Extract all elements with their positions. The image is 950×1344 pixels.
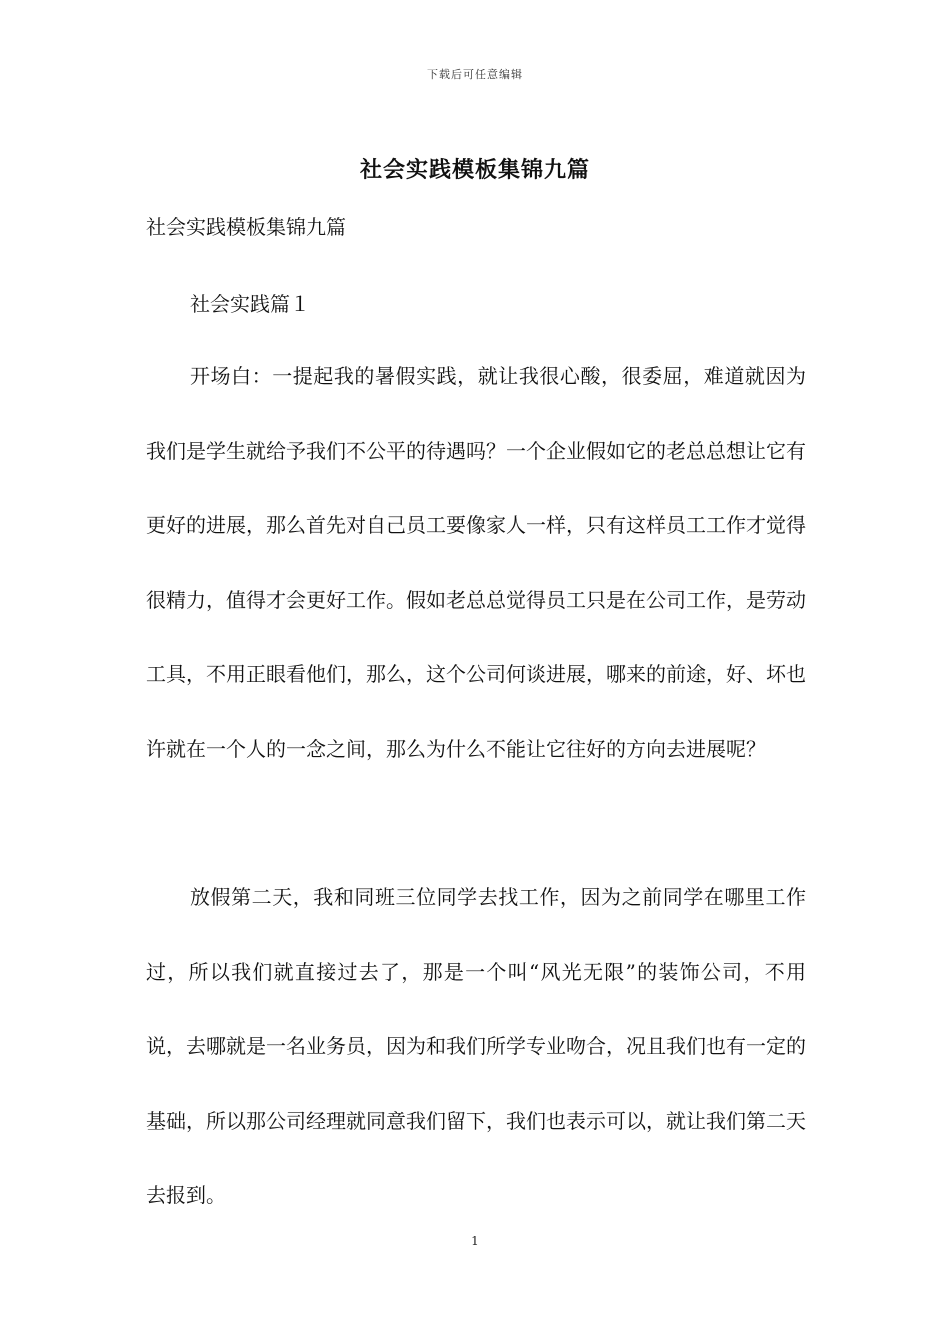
body-paragraph: 放假第二天，我和同班三位同学去找工作，因为之前同学在哪里工作过，所以我们就直接过去了，那是一个叫“风光无限”的装饰公司，不用说，去哪就是一名业务员，因为和我们所学专业吻合，况且我们也有一定的基础，所以那公司经理就同意我们留下，我们也表示可以，就让我们第二天去报到。 [146, 885, 806, 1207]
section-heading: 社会实践篇１ [190, 292, 310, 316]
document-subtitle: 社会实践模板集锦九篇 [146, 215, 346, 239]
body-paragraph: 开场白：一提起我的暑假实践，就让我很心酸，很委屈，难道就因为我们是学生就给予我们不公平的待遇吗？一个企业假如它的老总总想让它有更好的进展，那么首先对自己员工要像家人一样，只有这样员工工作才觉得很精力，值得才会更好工作。假如老总总觉得员工只是在公司工作，是劳动工具，不用正眼看他们，那么，这个公司何谈进展，哪来的前途，好、坏也许就在一个人的一念之间，那么为什么不能让它往好的方向去进展呢？ [146, 364, 806, 761]
page-number: 1 [471, 1234, 479, 1248]
document-title: 社会实践模板集锦九篇 [359, 157, 590, 183]
page-header-note: 下载后可任意编辑 [427, 68, 523, 81]
